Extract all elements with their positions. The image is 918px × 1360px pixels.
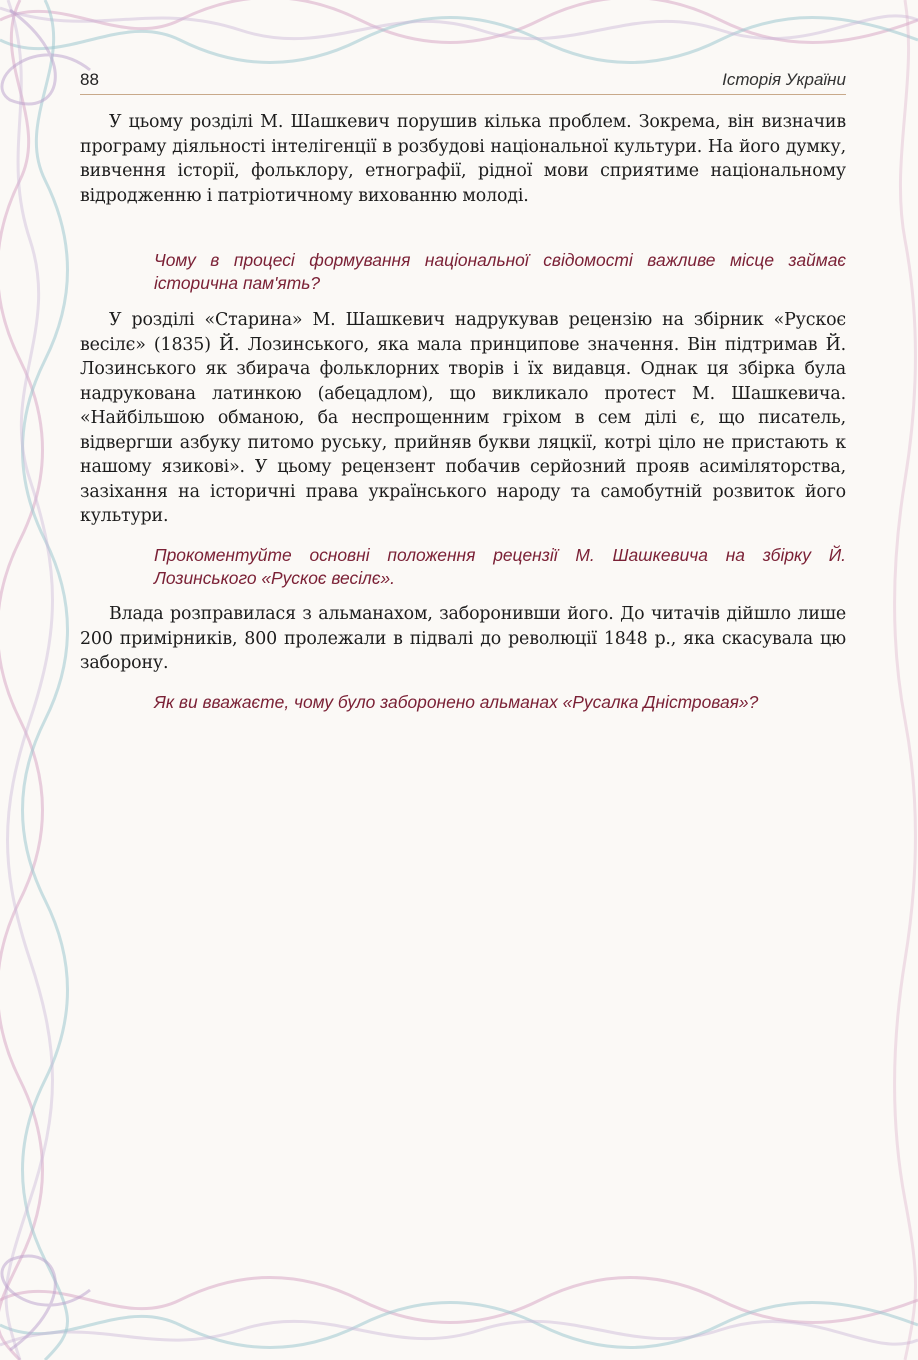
question-2: Прокоментуйте основні положення рецензії М. Шашкевича на збірку Й. Лозинського «Рускоє весілє». bbox=[154, 545, 846, 588]
question-1: Чому в процесі формування національної свідомості важливе місце займає історична пам'ять? bbox=[154, 250, 846, 293]
paragraph-1: У цьому розділі М. Шашкевич порушив кілька проблем. Зокрема, він визначив програму діяльності інтелігенції в розбудові національної культури. На його думку, вивчення історії, фольклору, етнографії, рідної мови сприятиме національному відродженню і патріотичному вихованню молоді. bbox=[80, 112, 846, 206]
paragraph-3: Влада розправилася з альманахом, заборонивши його. До читачів дійшло лише 200 примірників, 800 пролежали в підвалі до революції 1848 р., яка скасувала цю заборону. bbox=[80, 604, 846, 673]
page-header bbox=[80, 68, 846, 95]
book-title: Історія України bbox=[722, 70, 846, 89]
paragraph-2: У розділі «Старина» М. Шашкевич надрукував рецензію на збірник «Рускоє весілє» (1835) Й. Лозинського, яка мала принципове значення. Він підтримав Й. Лозинського як збирача фольклорних творів і їх видавця. Однак ця збірка була надрукована латинкою (абецадлом), що викликало протест М. Шашкевича. «Найбільшою обманою, ба неспрощенним гріхом в сем ділі є, що писатель, відвергши азбуку питомо руську, прийняв букви ляцкії, котрі ціло не пристають к нашому язикові». У цьому рецензент побачив серйозний прояв асиміляторства, зазіхання на історичні права українського народу та самобутній розвиток його культури. bbox=[80, 310, 846, 526]
page-number: 88 bbox=[80, 70, 99, 89]
question-3: Як ви вважаєте, чому було заборонено альманах «Русалка Дністровая»? bbox=[154, 692, 759, 712]
